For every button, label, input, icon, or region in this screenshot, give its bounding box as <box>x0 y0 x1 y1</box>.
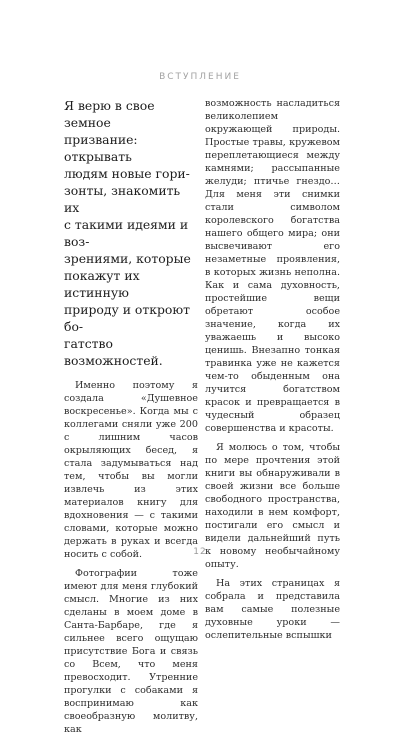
page-number: 12 <box>193 547 207 557</box>
right-column <box>205 97 340 648</box>
epigraph-line: Я верю в свое земное <box>64 98 155 130</box>
paragraph: Именно поэтому я создала «Душевное воскресенье». Когда мы с коллегами сняли уже 200 с лишним часов окрыляющих бесед, я стала задумываться над тем, чтобы вы могли извлечь из этих материалов книгу для вдохновения — с такими словами, которые можно держать в руках и всегда носить с собой. <box>64 380 198 560</box>
epigraph-line: зрениями, которые <box>64 251 191 266</box>
paragraph: На этих страницах я собрала и представила вам самые полезные духовные уроки — ослепительные вспышки <box>205 578 340 641</box>
left-column <box>64 97 198 742</box>
epigraph-line: с такими идеями и воз- <box>64 217 189 249</box>
epigraph <box>64 97 198 369</box>
paragraph: возможность насладиться великолепием окружающей природы. Простые травы, кружевом переплетающиеся между камнями; рассыпанные желуди; птичье гнездо… Для меня эти снимки стали символом королевского богатства нашего общего мира; они высвечивают его незаметные проявления, в которых жизнь неполна. Как и сама духовность, простейшие вещи обретают особое значение, когда их уважаешь и высоко ценишь. Внезапно тонкая травинка уже не кажется чем-то обыденным она лучится богатством красок и превращается в чудесный образец совершенства и красоты. <box>205 98 340 434</box>
epigraph-line: природу и откроют бо- <box>64 302 190 334</box>
section-title: ВСТУПЛЕНИЕ <box>159 72 241 82</box>
epigraph-line: зонты, знакомить их <box>64 183 181 215</box>
epigraph-line: людям новые гори- <box>64 166 190 181</box>
epigraph-line: призвание: открывать <box>64 132 138 164</box>
paragraph: Фотографии тоже имеют для меня глубокий смысл. Многие из них сделаны в моем доме в Санта-Барбаре, где я сильнее всего ощущаю присутствие Бога и связь со Всем, что меня превосходит. Утренние прогулки с собаками я воспринимаю как своеобразную молитву, как <box>64 568 198 735</box>
paragraph: Я молюсь о том, чтобы по мере прочтения этой книги вы обнаруживали в своей жизни все больше свободного пространства, находили в нем комфорт, постигали его смысл и видели дальнейший путь к новому необычайному опыту. <box>205 442 340 570</box>
epigraph-line: покажут их истинную <box>64 268 140 300</box>
epigraph-line: гатство возможностей. <box>64 336 163 368</box>
